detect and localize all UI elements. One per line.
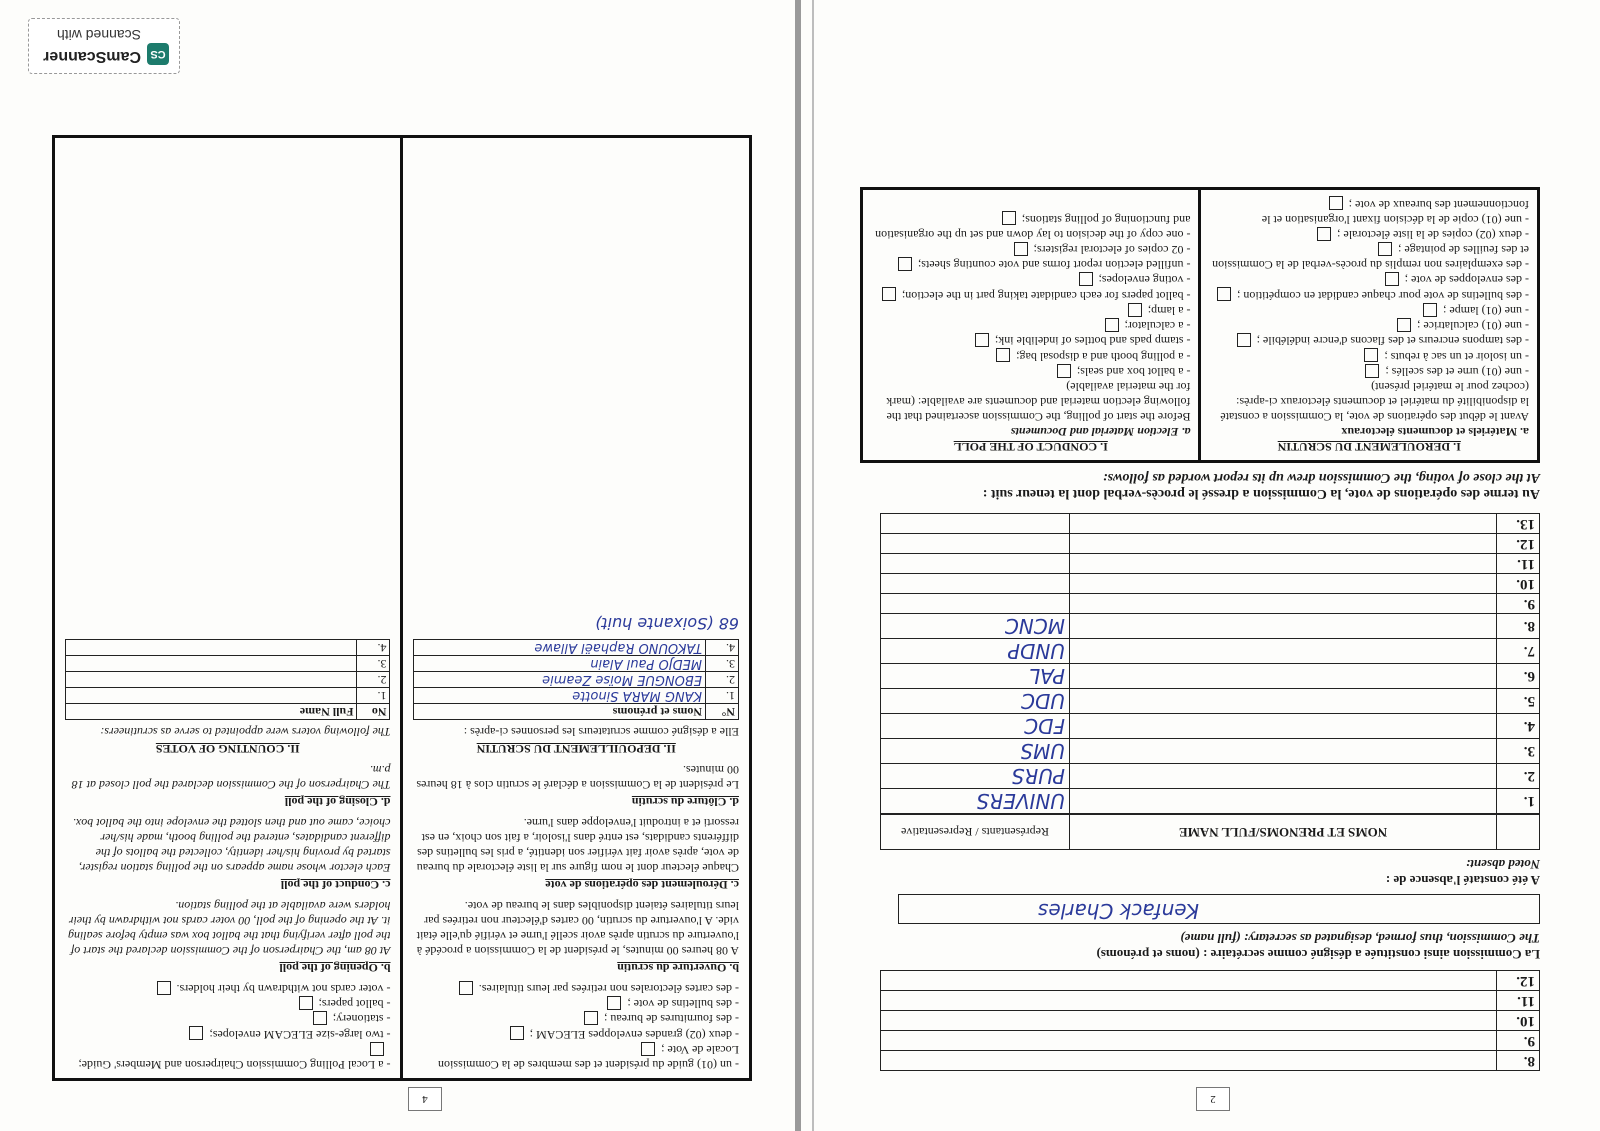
- materials-list-fr: [1210, 197, 1530, 425]
- checkbox-icon: [1365, 364, 1379, 378]
- material-item: - un isoloir et un sac à rebuts ;: [1210, 349, 1530, 364]
- material-item: - a calculator;: [871, 318, 1191, 333]
- absent-rows: [880, 513, 1540, 814]
- opening-text-en: At 08 am, the Chairperson of the Commission declared the start of the poll after verifying that the ballot box was empty before sealing it. At the opening of the poll, 00 voter cards not withdrawn by their holders were available at the polling station.: [68, 898, 391, 958]
- conduct-fr-column: [1202, 191, 1538, 461]
- materials-en-item: - ballot papers;: [65, 996, 391, 1011]
- checkbox-icon: [882, 288, 896, 302]
- table-row: 9.: [881, 1031, 1540, 1051]
- checkbox-icon: [1057, 364, 1071, 378]
- scrutineer-name: KANG MARA Sinotte: [414, 687, 706, 703]
- material-item: - a polling booth and a disposal bag;: [871, 349, 1191, 364]
- section-title-en: I. CONDUCT OF THE POLL: [953, 440, 1108, 454]
- representative-name: UNDP: [881, 639, 1070, 664]
- section-closing-en: d. Closing of the poll: [284, 794, 391, 809]
- secretary-label-en: The Commission, thus formed, designated as secretary: (full name): [1180, 931, 1540, 946]
- materials-list-en: [871, 212, 1191, 425]
- checkbox-icon: [299, 996, 313, 1010]
- voters-count: 68 (Soixante huit): [595, 613, 739, 633]
- material-item: - des exemplaires non remplis du procès-verbal de la Commission et des feuilles de pointage ;: [1212, 243, 1529, 273]
- materials-fr-item: - deux (02) grandes enveloppes ELECAM ;: [414, 1027, 740, 1042]
- checkbox-icon: [459, 981, 473, 995]
- representative-name: PAL: [881, 664, 1070, 689]
- material-item: - une (01) lampe ;: [1210, 303, 1530, 318]
- material-item: - 02 copies of electoral registers;: [871, 242, 1191, 257]
- subsection-title-en: a. Election Material and Documents: [1010, 425, 1191, 439]
- page-number: 4: [408, 1087, 442, 1111]
- table-row: 4.: [66, 639, 391, 655]
- checkbox-icon: [1385, 272, 1399, 286]
- voting-text-en: Each elector whose name appears on the polling station register, started by proving his/her identity, collected the ballots of the different candidates, entered the polling booth, made his/her choice, came out and then slotted the envelope into the ballot box.: [72, 815, 391, 875]
- checkbox-icon: [975, 333, 989, 347]
- table-row: 1.: [66, 687, 391, 703]
- checkbox-icon: [1002, 212, 1016, 226]
- material-item: - stamp pads and bottles of indelible ink;: [871, 333, 1191, 348]
- checkbox-icon: [898, 257, 912, 271]
- secretary-name: Kenfack Charles: [1037, 899, 1199, 923]
- section-voting-fr: c. Déroulement des opérations de vote: [545, 877, 739, 892]
- table-row: 1. UNIVERS: [881, 789, 1540, 814]
- checkbox-icon: [157, 981, 171, 995]
- representative-name: [881, 574, 1070, 594]
- camscanner-badge: [28, 18, 180, 74]
- page-fold-shadow: [812, 0, 814, 1131]
- representative-name: UDC: [881, 689, 1070, 714]
- scrutineer-name: MEDJO Paul Alain: [414, 655, 706, 671]
- checkbox-icon: [1014, 242, 1028, 256]
- scrutineers-table-en: [65, 639, 391, 720]
- representative-name: UNIVERS: [881, 789, 1070, 814]
- checkbox-icon: [313, 1011, 327, 1025]
- table-row: 12.: [881, 534, 1540, 554]
- materials-en-item: - voter cards not withdrawn by their holders.: [65, 981, 391, 996]
- table-header-row: [881, 815, 1540, 850]
- header-representative: Représentants / Representative: [881, 815, 1070, 850]
- closing-poll-text-en: The Chairperson of the Commission declared the poll closed at 18 p.m.: [71, 762, 391, 792]
- material-item: - a lamp;: [871, 303, 1191, 318]
- checkbox-icon: [510, 1027, 524, 1041]
- scrutineers-table-fr: [414, 639, 740, 720]
- material-item: Avant le début des opérations de vote, la Commission a constaté la disponibilité du matériel et documents électoraux ci-après: (cochez pour le matériel présent): [1220, 380, 1529, 424]
- badge-camscanner: CamScanner: [43, 48, 141, 65]
- materials-fr-item: - des fournitures de bureau ;: [414, 1011, 740, 1026]
- section-opening-en: b. Opening of the poll: [279, 960, 391, 975]
- table-row: 9.: [881, 594, 1540, 614]
- materials-en-item: - two large-size ELECAM envelopes;: [65, 1027, 391, 1042]
- procedure-en-column: [55, 138, 404, 1078]
- section-counting-fr: II. DEPOUILLEMENT DU SCRUTIN: [476, 741, 676, 756]
- checkbox-icon: [1397, 318, 1411, 332]
- materials-fr-item: - des bulletins de vote ;: [414, 996, 740, 1011]
- page-fold: [795, 0, 801, 1131]
- material-item: - des tampons encreurs et des flacons d'encre indélébile ;: [1210, 333, 1530, 348]
- secretary-field: [898, 894, 1540, 924]
- closing-text-en: At the close of voting, the Commission drew up its report worded as follows:: [1102, 470, 1540, 485]
- procedure-frame: [52, 135, 752, 1081]
- table-row: 11.: [881, 554, 1540, 574]
- representative-name: [881, 514, 1070, 534]
- section-counting-en: II. COUNTING OF VOTES: [155, 741, 300, 756]
- table-row: 2. PURS: [881, 764, 1540, 789]
- page-four: [32, 11, 772, 1111]
- scrutineer-name: EBONGUE Moïse Zeamie: [414, 671, 706, 687]
- table-row: 3. MEDJO Paul Alain: [414, 655, 739, 671]
- material-item: - deux (02) copies de la liste électorale ;: [1210, 227, 1530, 242]
- material-item: - unfilled election report forms and vote counting sheets;: [871, 257, 1191, 272]
- checkbox-icon: [1423, 303, 1437, 317]
- materials-fr-item: - un (01) guide du président et des membres de la Commission Locale de Vote ;: [438, 1043, 739, 1072]
- table-row: 8. MCNC: [881, 614, 1540, 639]
- closing-poll-text-fr: Le président de la Commission a déclaré le scrutin clos à 18 heures 00 minutes.: [416, 762, 739, 792]
- subsection-title-fr: a. Matériels et documents électoraux: [1341, 425, 1529, 439]
- opening-text-fr: A 08 heures 00 minutes, le président de la Commission a procédé à l'ouverture du scrutin après avoir scellé l'urne et vérifié qu'elle était vide. A l'ouverture du scrutin, 00 cartes d'électeur non retirées par leurs titulaires étaient disponibles dans le bureau de vote.: [416, 898, 739, 958]
- table-row: 1. KANG MARA Sinotte: [414, 687, 739, 703]
- procedure-fr-column: [404, 138, 750, 1078]
- camscanner-logo-icon: CS: [147, 43, 169, 65]
- representative-name: [881, 534, 1070, 554]
- section-voting-en: c. Conduct of the poll: [280, 877, 391, 892]
- material-item: - des bulletins de vote pour chaque candidat en compétition ;: [1210, 288, 1530, 303]
- checkbox-icon: [1217, 288, 1231, 302]
- conduct-section: [860, 188, 1540, 464]
- checkbox-icon: [1378, 242, 1392, 256]
- checkbox-icon: [1079, 272, 1093, 286]
- material-item: - une (01) copie de la décision fixant l'organisation et le fonctionnement des bureaux de vote ;: [1261, 197, 1529, 227]
- material-item: - une (01) urne et des scellés ;: [1210, 364, 1530, 379]
- table-row: 11.: [881, 991, 1540, 1011]
- table-row: 2.: [66, 671, 391, 687]
- table-row: 2. EBONGUE Moïse Zeamie: [414, 671, 739, 687]
- checkbox-icon: [1105, 318, 1119, 332]
- representative-name: PURS: [881, 764, 1070, 789]
- section-opening-fr: b. Ouverture du scrutin: [617, 960, 739, 975]
- table-row: 10.: [881, 1011, 1540, 1031]
- checkbox-icon: [1128, 303, 1142, 317]
- counting-text-fr: Elle a désigné comme scrutateurs les personnes ci-après :: [463, 724, 739, 739]
- conduct-en-column: [863, 191, 1202, 461]
- representative-name: MCNC: [881, 614, 1070, 639]
- representative-name: FDC: [881, 714, 1070, 739]
- representative-name: [881, 594, 1070, 614]
- materials-en-item: - stationery;: [65, 1011, 391, 1026]
- voting-text-fr: Chaque électeur dont le nom figure sur la liste électorale du bureau de vote, après avoir fait vérifier son identité, a pris les bulletins des différents candidats, est entré dans l'isoloir, a fait son choix, en est ressorti et a introduit l'enveloppe dans l'urne.: [416, 815, 739, 875]
- table-row: 7. UNDP: [881, 639, 1540, 664]
- section-closing-fr: d. Clôture du scrutin: [631, 794, 739, 809]
- closing-text-fr: Au terme des opérations de vote, la Commission a dressé le procès-verbal dont la teneur suit :: [982, 486, 1540, 501]
- checkbox-icon: [584, 1011, 598, 1025]
- checkbox-icon: [1317, 227, 1331, 241]
- checkbox-icon: [641, 1042, 655, 1056]
- material-item: - voting envelopes;: [871, 272, 1191, 287]
- checkbox-icon: [1237, 333, 1251, 347]
- page-two: [830, 11, 1570, 1111]
- table-row: 10.: [881, 574, 1540, 594]
- scrutineer-name: TAKOUNO Raphaël Allawe: [414, 639, 706, 655]
- representative-name: [881, 554, 1070, 574]
- representative-name: UMS: [881, 739, 1070, 764]
- rows-table-top: [880, 970, 1540, 1071]
- table-row: 6. PAL: [881, 664, 1540, 689]
- table-row: 8.: [881, 1051, 1540, 1071]
- table-header-row: N° Noms et prénoms: [414, 703, 739, 719]
- absence-label-en: Noted absent:: [1465, 857, 1540, 872]
- secretary-label-fr: La Commission ainsi constituée a désigné comme secrétaire : (noms et prénoms): [1096, 947, 1540, 962]
- table-header-row: No Full Name: [66, 703, 391, 719]
- absent-table: [880, 814, 1540, 850]
- materials-fr-item: - des cartes électorales non retirées par leurs titulaires.: [414, 981, 740, 996]
- material-item: - a ballot box and seals;: [871, 364, 1191, 379]
- checkbox-icon: [1329, 197, 1343, 211]
- checkbox-icon: [189, 1027, 203, 1041]
- table-row: 4. FDC: [881, 714, 1540, 739]
- counting-text-en: The following voters were appointed to serve as scrutineers:: [100, 724, 391, 739]
- material-item: - one copy of the decision to lay down and set up the organisation and functioning of polling stations;: [875, 212, 1191, 242]
- table-row: 5. UDC: [881, 689, 1540, 714]
- checkbox-icon: [607, 996, 621, 1010]
- checkbox-icon: [996, 349, 1010, 363]
- table-row: 13.: [881, 514, 1540, 534]
- absence-label-fr: A été constaté l'absence de :: [1385, 873, 1540, 888]
- material-item: Before the start of polling, the Commission ascertained that the following election material and documents are available: (mark for the material available): [886, 380, 1191, 424]
- material-item: - une (01) calculatrice ;: [1210, 318, 1530, 333]
- table-row: 12.: [881, 971, 1540, 991]
- checkbox-icon: [371, 1042, 385, 1056]
- table-row: 3.: [66, 655, 391, 671]
- table-row: 3. UMS: [881, 739, 1540, 764]
- page-number: 2: [1196, 1087, 1230, 1111]
- materials-en-item: - a Local Polling Commission Chairperson and Members' Guide;: [65, 1042, 391, 1072]
- section-title-fr: I. DEROULEMENT DU SCRUTIN: [1277, 440, 1461, 454]
- header-full-name: NOMS ET PRENOMS/FULL NAME: [1070, 815, 1497, 850]
- table-row: 4. TAKOUNO Raphaël Allawe: [414, 639, 739, 655]
- material-item: - des enveloppes de vote ;: [1210, 272, 1530, 287]
- badge-scanned-with: Scanned with: [56, 27, 141, 43]
- checkbox-icon: [1364, 349, 1378, 363]
- material-item: - ballot papers for each candidate taking part in the election;: [871, 288, 1191, 303]
